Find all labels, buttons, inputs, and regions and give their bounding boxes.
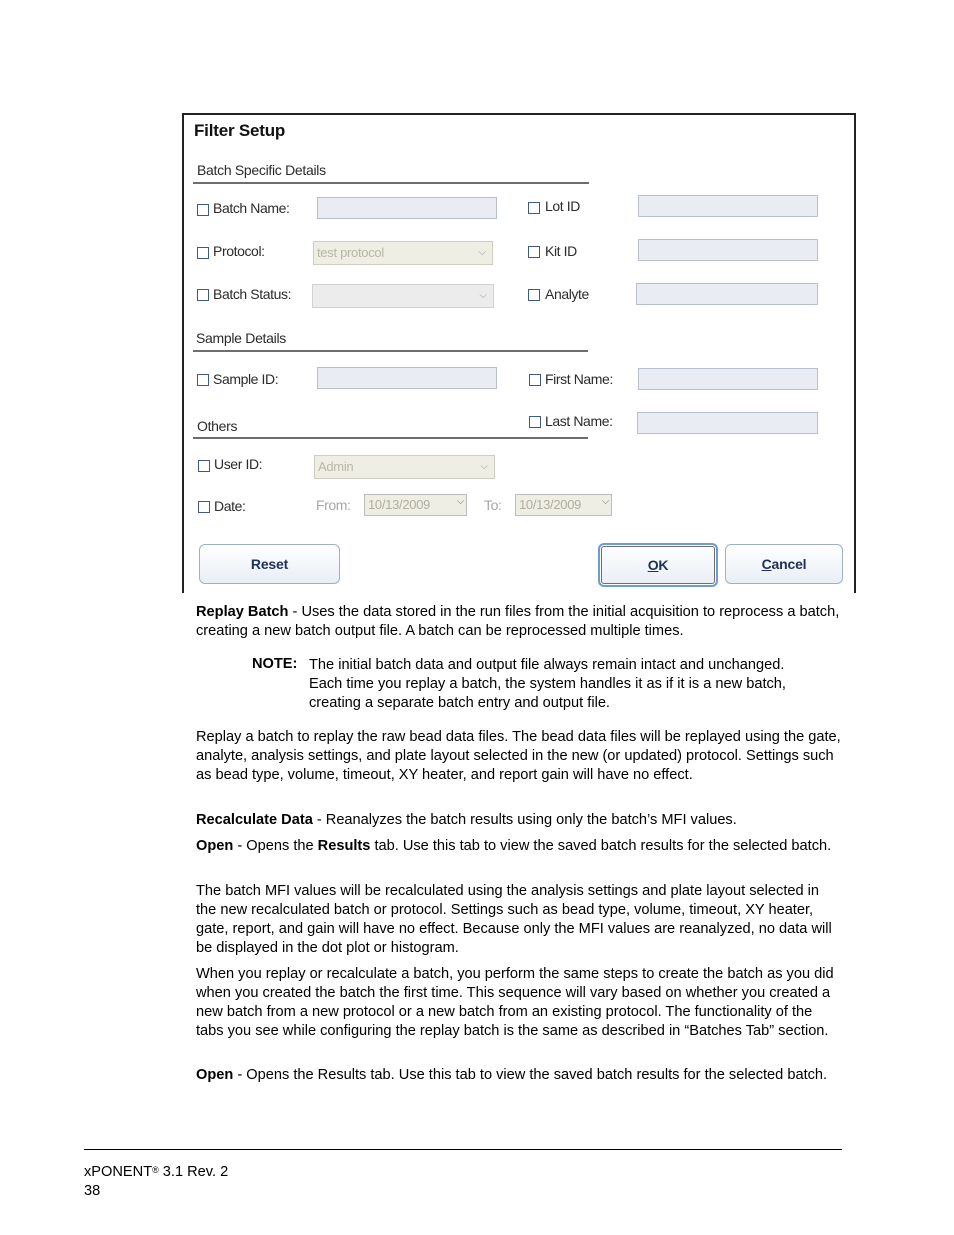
section-batch-specific: Batch Specific Details [197, 162, 326, 178]
chevron-down-icon: ⌵ [478, 247, 486, 258]
sample-id-checkbox[interactable] [197, 374, 209, 386]
section-divider [193, 350, 588, 352]
version-text: 3.1 Rev. 2 [158, 1164, 229, 1180]
paragraph-recalculate-data [196, 811, 842, 830]
product-name: xPONENT [84, 1164, 153, 1180]
from-date-picker[interactable] [364, 494, 467, 516]
kit-id-label: Kit ID [545, 243, 577, 259]
first-name-label: First Name: [545, 371, 613, 387]
batch-name-label: Batch Name: [213, 200, 290, 216]
batch-name-input[interactable] [317, 197, 497, 219]
filter-setup-dialog [182, 113, 856, 593]
reset-button-label: Reset [250, 556, 289, 572]
sample-id-label: Sample ID: [213, 371, 279, 387]
ok-button-label: K [658, 557, 669, 573]
paragraph-replay-description: Replay a batch to replay the raw bead data files. The bead data files will be replayed using the gate, analyte, analysis settings, and plate layout selected in the new (or updated) protocol. Settings such as bead type, volume, timeout, XY heater, and report gain will have no effect. [196, 729, 841, 783]
analyte-label: Analyte [545, 286, 589, 302]
lot-id-checkbox[interactable] [528, 202, 540, 214]
term-replay-batch: Replay Batch [196, 604, 289, 620]
from-label: From: [316, 497, 351, 513]
paragraph-text: - Uses the data stored in the run files from the initial acquisition to reprocess a batch, creating a new batch output file. A batch can be reprocessed multiple times. [196, 604, 840, 639]
date-checkbox[interactable] [198, 501, 210, 513]
user-id-checkbox[interactable] [198, 460, 210, 472]
term-open: Open [196, 1067, 234, 1083]
ok-mnemonic: O [647, 557, 659, 573]
footer-product-version [84, 1163, 228, 1181]
batch-status-select[interactable] [312, 284, 494, 308]
batch-status-checkbox[interactable] [197, 289, 209, 301]
term-results: Results [317, 838, 371, 854]
paragraph-mfi-recalculation: The batch MFI values will be recalculated using the analysis settings and plate layout selected in the new recalculated batch or protocol. Settings such as bead type, volume, timeout, XY heater, gate, report, and gain will have no effect. Because only the MFI values are reanalyzed, no data will be displayed in the dot plot or histogram. [196, 883, 832, 956]
chevron-down-icon: ⌵ [456, 496, 464, 507]
last-name-input[interactable] [637, 412, 818, 434]
reset-button[interactable] [199, 544, 340, 584]
term-recalculate-data: Recalculate Data [196, 812, 313, 828]
batch-name-checkbox[interactable] [197, 204, 209, 216]
paragraph-open-results [196, 837, 842, 856]
user-id-select-value: Admin [318, 459, 354, 474]
term-open: Open [196, 838, 234, 854]
to-label: To: [484, 497, 502, 513]
paragraph-replay-steps: When you replay or recalculate a batch, you perform the same steps to create the batch as you did when you created the batch the first time. This sequence will vary based on whether you created a new batch from a new protocol or a new batch from an existing protocol. The functionality of the tabs you see while configuring the replay batch is the same as described in “Batches Tab” section. [196, 966, 834, 1039]
kit-id-checkbox[interactable] [528, 246, 540, 258]
last-name-label: Last Name: [545, 413, 613, 429]
paragraph-text: tab. Use this tab to view the saved batch results for the selected batch. [370, 838, 832, 854]
first-name-checkbox[interactable] [529, 374, 541, 386]
ok-button[interactable] [598, 543, 718, 587]
analyte-checkbox[interactable] [528, 289, 540, 301]
protocol-checkbox[interactable] [197, 247, 209, 259]
paragraph-text: - Opens the Results tab. Use this tab to view the saved batch results for the selected batch. [233, 1067, 828, 1083]
last-name-checkbox[interactable] [529, 416, 541, 428]
footer-divider [84, 1149, 842, 1150]
to-date-picker[interactable] [515, 494, 612, 516]
paragraph-open-results-2 [196, 1066, 842, 1085]
chevron-down-icon: ⌵ [480, 461, 488, 472]
first-name-input[interactable] [638, 368, 818, 390]
paragraph-text: - Reanalyzes the batch results using only the batch’s MFI values. [312, 812, 737, 828]
registered-mark: ® [152, 1165, 159, 1175]
to-date-value: 10/13/2009 [519, 497, 582, 512]
cancel-mnemonic: C [761, 556, 772, 572]
chevron-down-icon: ⌵ [601, 496, 609, 507]
chevron-down-icon: ⌵ [479, 290, 487, 301]
lot-id-input[interactable] [638, 195, 818, 217]
section-divider [193, 437, 588, 439]
note-label: NOTE: [252, 656, 298, 672]
section-sample-details: Sample Details [196, 330, 286, 346]
date-label: Date: [214, 498, 246, 514]
cancel-button-label: ancel [771, 556, 807, 572]
user-id-label: User ID: [214, 456, 263, 472]
note-text: The initial batch data and output file always remain intact and unchanged. Each time you replay a batch, the system handles it as if it is a new batch, creating a separate batch entry and output file. [309, 657, 786, 711]
section-others: Others [197, 418, 238, 434]
protocol-label: Protocol: [213, 243, 265, 259]
protocol-select-value: test protocol [317, 245, 384, 260]
kit-id-input[interactable] [638, 239, 818, 261]
section-divider [193, 182, 589, 184]
analyte-input[interactable] [636, 283, 818, 305]
paragraph-text: - Opens the [233, 838, 318, 854]
protocol-select[interactable] [313, 241, 493, 265]
from-date-value: 10/13/2009 [368, 497, 431, 512]
lot-id-label: Lot ID [545, 198, 580, 214]
cancel-button[interactable] [725, 544, 843, 584]
user-id-select[interactable] [314, 455, 495, 479]
sample-id-input[interactable] [317, 367, 497, 389]
paragraph-replay-batch [196, 603, 842, 641]
page-number: 38 [84, 1183, 101, 1199]
batch-status-label: Batch Status: [213, 286, 292, 302]
dialog-title: Filter Setup [194, 121, 286, 140]
